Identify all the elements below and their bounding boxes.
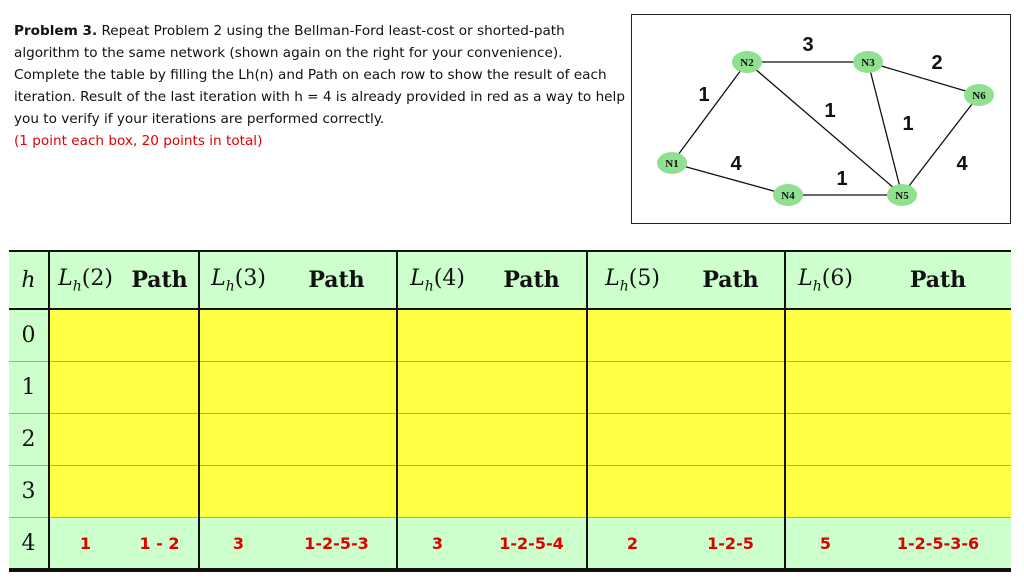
answer-box[interactable] <box>785 413 865 465</box>
network-diagram <box>631 14 1011 224</box>
node-label-N5: N5 <box>895 190 909 202</box>
edge-N5-N6 <box>902 95 979 195</box>
table-row <box>9 361 1011 413</box>
answer-box[interactable] <box>677 309 785 361</box>
answer-box[interactable] <box>397 466 477 518</box>
edge-cost-N3-N5: 1 <box>902 113 914 135</box>
answer-cell: 3 <box>199 518 277 570</box>
answer-box[interactable] <box>49 413 121 465</box>
answer-box[interactable] <box>49 309 121 361</box>
answer-box[interactable] <box>397 361 477 413</box>
header-path: Path <box>677 251 785 309</box>
answer-cell: 1 <box>49 518 121 570</box>
answer-box[interactable] <box>587 361 677 413</box>
answer-box[interactable] <box>277 413 397 465</box>
problem-title: Problem 3. <box>14 23 98 39</box>
row-h-value: 3 <box>9 466 49 518</box>
table-header-row <box>9 251 1011 309</box>
answer-box[interactable] <box>865 466 1011 518</box>
answer-box[interactable] <box>865 413 1011 465</box>
lhn-term: Lh(n) <box>238 67 274 83</box>
answer-box[interactable] <box>199 413 277 465</box>
answer-box[interactable] <box>121 466 199 518</box>
answer-box[interactable] <box>121 309 199 361</box>
node-label-N2: N2 <box>740 57 754 69</box>
node-label-N3: N3 <box>861 57 875 69</box>
answer-box[interactable] <box>277 309 397 361</box>
answer-box[interactable] <box>587 413 677 465</box>
answer-cell: 3 <box>397 518 477 570</box>
row-h-value: 2 <box>9 413 49 465</box>
edge-cost-N5-N6: 4 <box>956 153 968 175</box>
header-lh-4: $L_h(4)$ <box>397 251 477 309</box>
edge-N2-N5 <box>747 62 902 195</box>
answer-cell: 1-2-5 <box>677 518 785 570</box>
network-graph <box>632 15 1012 225</box>
edge-cost-N1-N2: 1 <box>698 84 710 106</box>
table-row <box>9 309 1011 361</box>
edge-cost-N1-N4: 4 <box>730 153 742 175</box>
header-lh-2: $L_h(2)$ <box>49 251 121 309</box>
answer-box[interactable] <box>477 309 587 361</box>
header-path: Path <box>121 251 199 309</box>
answer-box[interactable] <box>677 413 785 465</box>
header-h: h <box>9 251 49 309</box>
answer-box[interactable] <box>121 361 199 413</box>
node-label-N1: N1 <box>665 158 679 170</box>
header-path: Path <box>865 251 1011 309</box>
answer-box[interactable] <box>49 466 121 518</box>
answer-cell: 2 <box>587 518 677 570</box>
answer-box[interactable] <box>677 361 785 413</box>
results-table <box>9 250 1011 572</box>
edge-N1-N2 <box>672 62 747 163</box>
answer-box[interactable] <box>199 309 277 361</box>
header-lh-3: $L_h(3)$ <box>199 251 277 309</box>
edge-N3-N6 <box>868 62 979 95</box>
node-label-N4: N4 <box>781 190 795 202</box>
answer-cell: 1-2-5-3-6 <box>865 518 1011 570</box>
answer-box[interactable] <box>277 466 397 518</box>
header-lh-5: $L_h(5)$ <box>587 251 677 309</box>
answer-box[interactable] <box>477 361 587 413</box>
row-h-value: 0 <box>9 309 49 361</box>
edge-N3-N5 <box>868 62 902 195</box>
answer-box[interactable] <box>477 413 587 465</box>
problem-body-part1: Repeat Problem 2 using the Bellman-Ford least-cost or shorted-path algorithm to the same network (shown again on the right for your convenience). Complete the table by filling the <box>14 23 565 83</box>
header-path: Path <box>277 251 397 309</box>
answer-box[interactable] <box>199 361 277 413</box>
header-lh-6: $L_h(6)$ <box>785 251 865 309</box>
edge-cost-N3-N6: 2 <box>931 52 943 74</box>
answer-box[interactable] <box>785 309 865 361</box>
table-body <box>9 309 1011 570</box>
row-h-value: 1 <box>9 361 49 413</box>
row-h-value: 4 <box>9 518 49 570</box>
problem-body-part2: and Path on each row to show the result of each iteration. Result of the last iteration with h = 4 is already provided in red as a way to help you to verify if your iterations are performed correctly. <box>14 67 625 127</box>
answer-box[interactable] <box>677 466 785 518</box>
answer-box[interactable] <box>199 466 277 518</box>
table-row <box>9 466 1011 518</box>
answer-cell: 1-2-5-3 <box>277 518 397 570</box>
answer-box[interactable] <box>587 309 677 361</box>
answer-cell: 1-2-5-4 <box>477 518 587 570</box>
edge-cost-N4-N5: 1 <box>836 168 848 190</box>
answer-box[interactable] <box>397 309 477 361</box>
answer-box[interactable] <box>587 466 677 518</box>
table-row <box>9 413 1011 465</box>
answer-cell: 1 - 2 <box>121 518 199 570</box>
answer-box[interactable] <box>865 309 1011 361</box>
answer-box[interactable] <box>865 361 1011 413</box>
edge-cost-N2-N3: 3 <box>802 34 814 56</box>
answer-cell: 5 <box>785 518 865 570</box>
answer-box[interactable] <box>785 361 865 413</box>
answer-box[interactable] <box>121 413 199 465</box>
answer-box[interactable] <box>277 361 397 413</box>
answer-box[interactable] <box>785 466 865 518</box>
answer-box[interactable] <box>477 466 587 518</box>
node-label-N6: N6 <box>972 90 986 102</box>
table-row <box>9 518 1011 570</box>
edge-cost-N2-N5: 1 <box>824 100 836 122</box>
header-path: Path <box>477 251 587 309</box>
problem-statement <box>14 20 626 152</box>
points-note: (1 point each box, 20 points in total) <box>14 133 263 149</box>
answer-box[interactable] <box>397 413 477 465</box>
answer-box[interactable] <box>49 361 121 413</box>
